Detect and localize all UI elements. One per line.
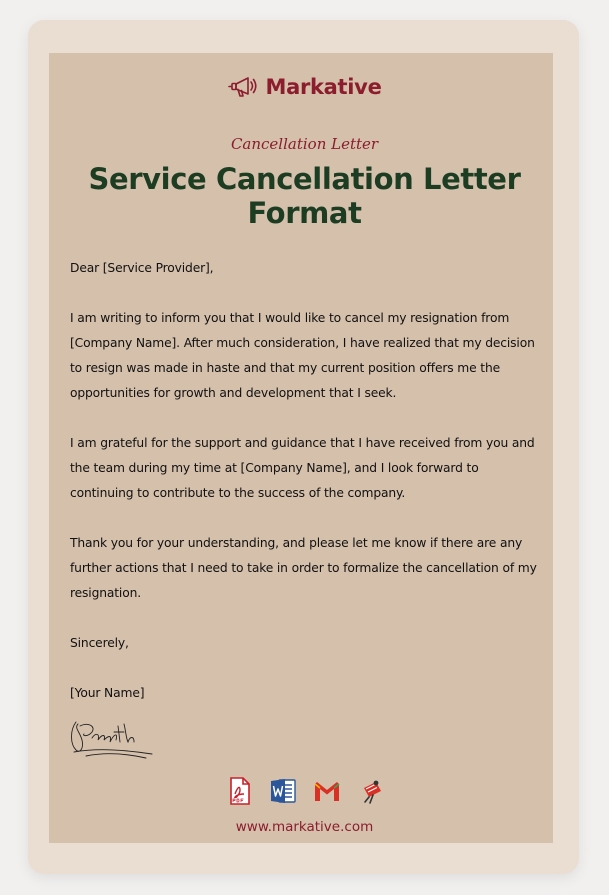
word-icon[interactable] <box>268 776 298 806</box>
paragraph: Thank you for your understanding, and please let me know if there are any further actions that I need to take in order to formalize the cancellation of my resignation. <box>70 536 537 600</box>
paragraph: I am writing to inform you that I would like to cancel my resignation from [Company Name]. After much consideration, I have realized that my decision to resign was made in haste and that my current position offers me the opportunities for growth and development that I seek. <box>70 311 535 400</box>
signature-image <box>66 712 158 762</box>
paragraph: I am grateful for the support and guidance that I have received from you and the team during my time at [Company Name], and I look forward to continuing to contribute to the success of the company. <box>70 436 535 500</box>
print-icon[interactable] <box>356 776 386 806</box>
document-kicker: Cancellation Letter <box>230 135 379 153</box>
website-link[interactable]: www.markative.com <box>235 819 374 835</box>
letter-body <box>70 256 544 731</box>
closing: Sincerely, <box>70 636 129 650</box>
salutation: Dear [Service Provider], <box>70 261 214 275</box>
brand-header[interactable] <box>0 67 609 107</box>
download-icons <box>0 776 609 808</box>
gmail-icon[interactable] <box>312 776 342 806</box>
brand-name: Markative <box>265 75 382 99</box>
signer-name: [Your Name] <box>70 686 145 700</box>
pdf-icon[interactable] <box>224 776 254 806</box>
document-title: Service Cancellation Letter Format <box>88 162 521 230</box>
megaphone-icon <box>227 72 261 102</box>
